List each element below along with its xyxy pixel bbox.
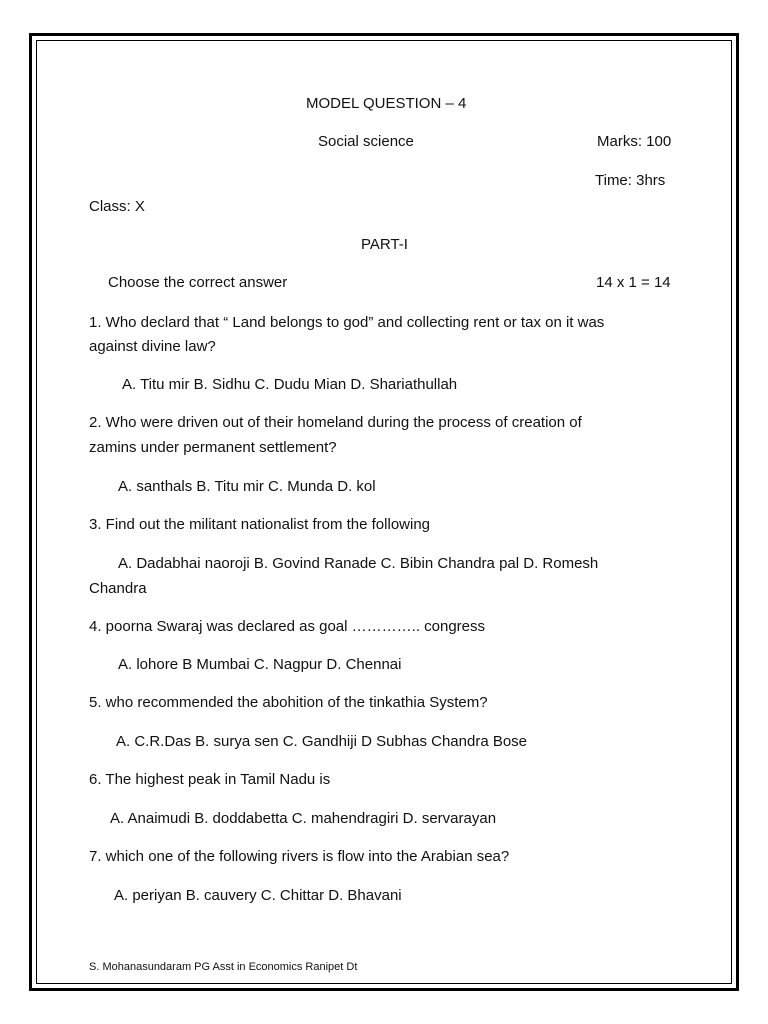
- question-6-options: A. Anaimudi B. doddabetta C. mahendragiri D. servarayan: [110, 810, 497, 827]
- class-label: Class: X: [89, 198, 145, 215]
- score-scheme: 14 x 1 = 14: [596, 274, 671, 291]
- question-1-text: 1. Who declard that “ Land belongs to god” and collecting rent or tax on it was: [89, 314, 605, 331]
- part-heading: PART-I: [361, 236, 408, 253]
- subject: Social science: [318, 133, 414, 150]
- question-6-text: 6. The highest peak in Tamil Nadu is: [89, 771, 331, 788]
- question-4-text: 4. poorna Swaraj was declared as goal ………….. congress: [89, 618, 486, 635]
- question-3-text: 3. Find out the militant nationalist from the following: [89, 516, 431, 533]
- question-7-options: A. periyan B. cauvery C. Chittar D. Bhavani: [114, 887, 402, 904]
- question-5-options: A. C.R.Das B. surya sen C. Gandhiji D Subhas Chandra Bose: [116, 733, 528, 750]
- question-1-text-cont: against divine law?: [89, 338, 216, 355]
- marks: Marks: 100: [597, 133, 672, 150]
- question-2-text: 2. Who were driven out of their homeland during the process of creation of: [89, 414, 582, 431]
- instruction: Choose the correct answer: [108, 274, 288, 291]
- question-3-options-cont: Chandra: [89, 580, 147, 597]
- question-7-text: 7. which one of the following rivers is flow into the Arabian sea?: [89, 848, 510, 865]
- question-2-text-cont: zamins under permanent settlement?: [89, 439, 337, 456]
- footer-credit: S. Mohanasundaram PG Asst in Economics Ranipet Dt: [89, 961, 358, 973]
- question-1-options: A. Titu mir B. Sidhu C. Dudu Mian D. Shariathullah: [122, 376, 458, 393]
- time: Time: 3hrs: [595, 172, 666, 189]
- question-2-options: A. santhals B. Titu mir C. Munda D. kol: [118, 478, 376, 495]
- question-4-options: A. lohore B Mumbai C. Nagpur D. Chennai: [118, 656, 402, 673]
- question-3-options: A. Dadabhai naoroji B. Govind Ranade C. Bibin Chandra pal D. Romesh: [118, 555, 599, 572]
- exam-title: MODEL QUESTION – 4: [306, 95, 467, 112]
- question-5-text: 5. who recommended the abohition of the tinkathia System?: [89, 694, 488, 711]
